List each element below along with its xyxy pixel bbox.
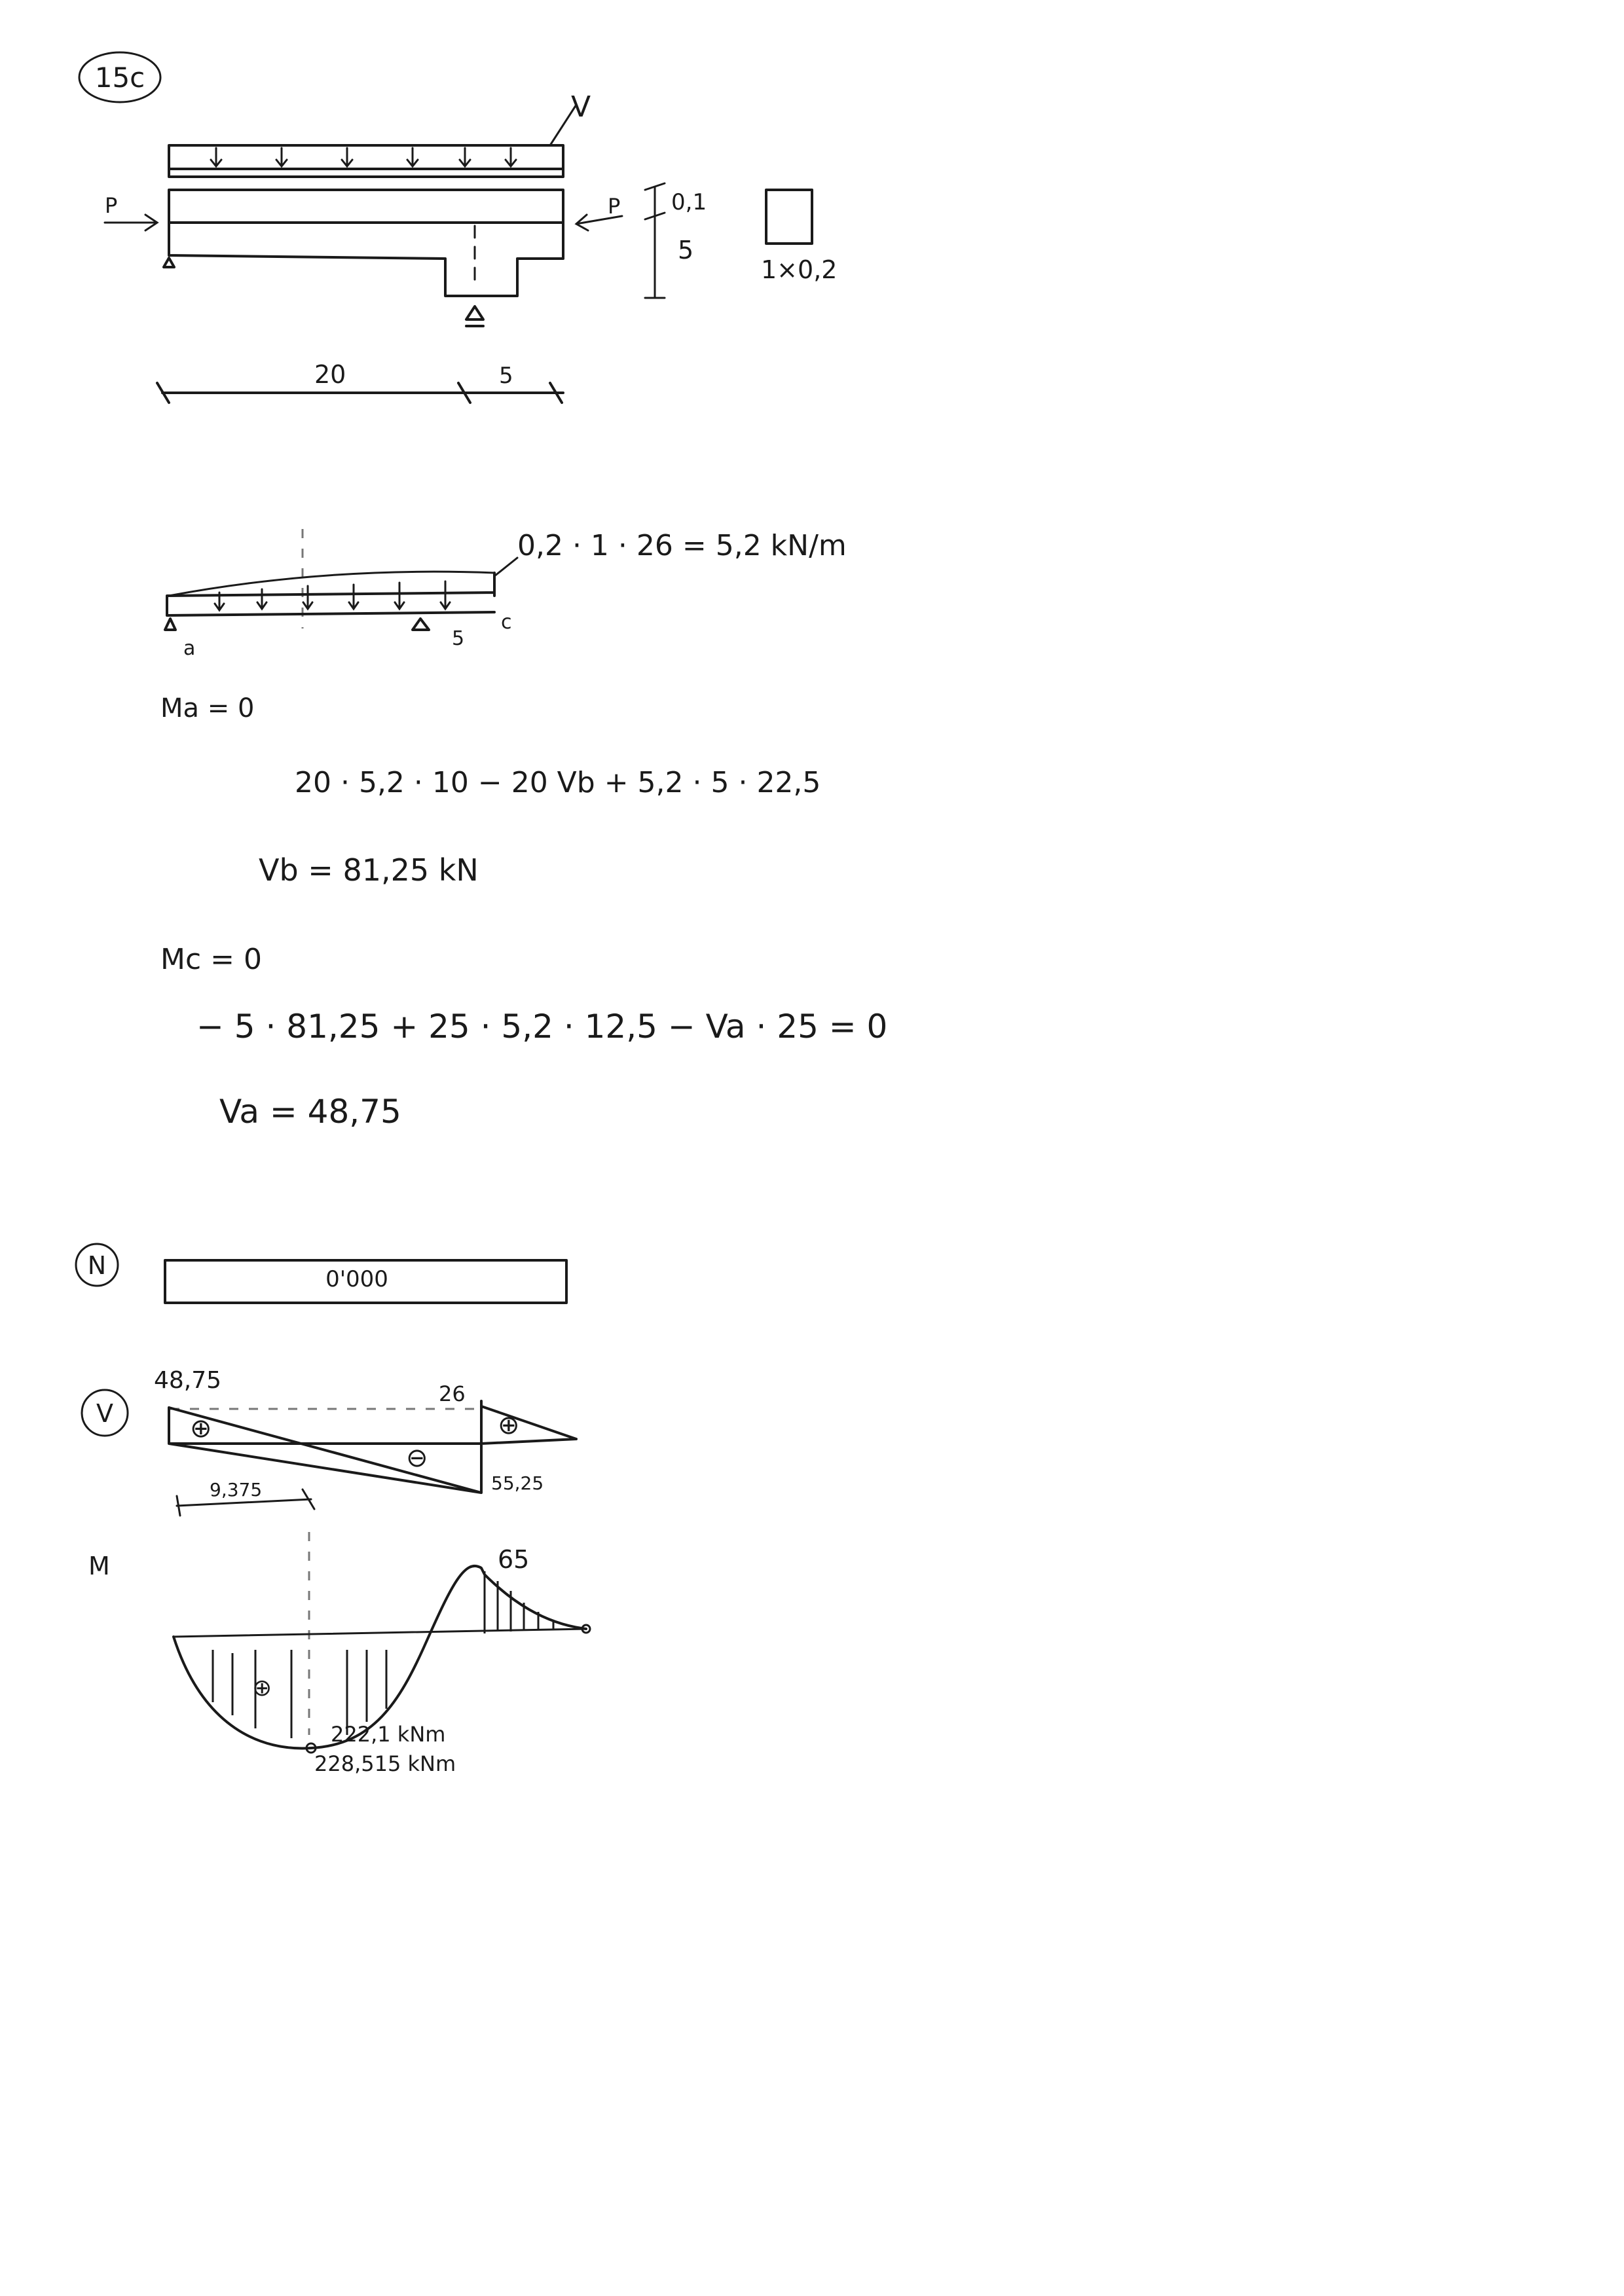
v-plus-sign-left: ⊕ xyxy=(190,1413,212,1444)
v-diagram-label: V xyxy=(96,1399,113,1428)
v-right-top-value: 26 xyxy=(439,1381,466,1406)
equations xyxy=(160,693,887,1131)
support-b-label: 5 xyxy=(452,627,465,650)
problem-number: 15c xyxy=(94,62,145,94)
v-left-value: 48,75 xyxy=(154,1367,222,1394)
normal-force-diagram xyxy=(76,1244,566,1303)
load-label: V xyxy=(571,90,591,124)
eq-1: 20 · 5,2 · 10 − 20 Vb + 5,2 · 5 · 22,5 xyxy=(295,766,821,799)
v-minus-sign: ⊖ xyxy=(406,1443,428,1473)
moment-hatching xyxy=(213,1571,553,1738)
v-right-bottom-value: 55,25 xyxy=(491,1472,544,1494)
span-overhang-label: 5 xyxy=(499,363,513,389)
height-label: 5 xyxy=(678,236,694,264)
bending-moment-diagram xyxy=(88,1532,590,1776)
n-value: 0'000 xyxy=(325,1266,388,1292)
shear-force-diagram xyxy=(82,1367,576,1516)
section-label: 1×0,2 xyxy=(761,255,838,284)
support-a-label: a xyxy=(183,637,196,660)
eq-moment-c: Mc = 0 xyxy=(160,943,262,976)
structure-sketch xyxy=(105,90,837,403)
span-main-label: 20 xyxy=(314,360,346,389)
m-diagram-label: M xyxy=(88,1552,110,1580)
top-thickness-label: 0,1 xyxy=(671,189,707,215)
distributed-load-arrows xyxy=(211,148,516,166)
load-calculation: 0,2 · 1 · 26 = 5,2 kN/m xyxy=(517,529,847,562)
support-c-label: c xyxy=(501,611,512,634)
force-left-label: P xyxy=(105,193,118,218)
v-zero-distance: 9,375 xyxy=(210,1479,263,1501)
v-plus-sign-right: ⊕ xyxy=(498,1410,520,1440)
eq-moment-a: Ma = 0 xyxy=(160,693,255,723)
static-system xyxy=(165,529,847,660)
m-peak-value: 65 xyxy=(498,1545,530,1574)
problem-number-badge xyxy=(79,52,160,102)
n-diagram-label: N xyxy=(87,1251,107,1280)
eq-va: Va = 48,75 xyxy=(219,1093,401,1131)
eq-vb: Vb = 81,25 kN xyxy=(259,852,479,888)
force-right-label: P xyxy=(608,194,621,219)
eq-2: − 5 · 81,25 + 25 · 5,2 · 12,5 − Va · 25 = 0 xyxy=(196,1008,888,1046)
m-plus-sign: ⊕ xyxy=(252,1675,272,1702)
m-min-value-1: 222,1 kNm xyxy=(331,1722,446,1747)
m-min-value-2: 228,515 kNm xyxy=(314,1751,456,1776)
